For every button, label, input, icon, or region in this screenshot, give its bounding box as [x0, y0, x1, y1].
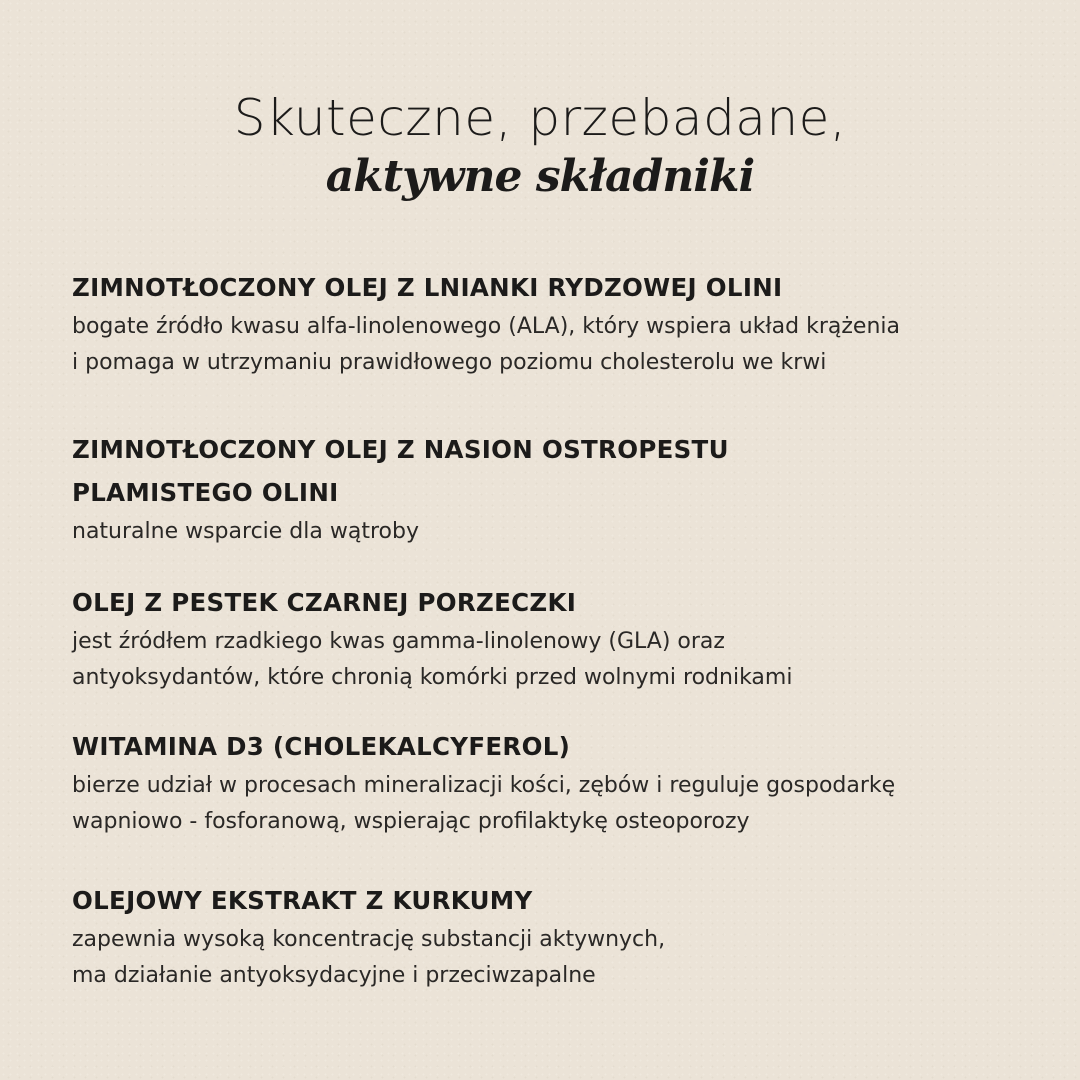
- ingredient-section-turmeric-extract: [72, 879, 1032, 994]
- ingredient-description: [72, 309, 1032, 381]
- title-line-italic: aktywne składniki: [325, 151, 755, 202]
- ingredient-heading-line: ZIMNOTŁOCZONY OLEJ Z LNIANKI RYDZOWEJ OLINI: [72, 273, 783, 302]
- ingredient-description-line: zapewnia wysoką koncentrację substancji aktywnych,: [72, 927, 666, 952]
- ingredient-heading-line: OLEJ Z PESTEK CZARNEJ PORZECZKI: [72, 588, 577, 617]
- ingredient-description-line: bierze udział w procesach mineralizacji kości, zębów i reguluje gospodarkę: [72, 773, 896, 798]
- ingredient-heading: [72, 266, 1032, 309]
- ingredient-section-camelina-oil: [72, 266, 1032, 381]
- ingredient-description: [72, 514, 1032, 550]
- page-title: [0, 88, 1080, 206]
- ingredient-section-vitamin-d3: [72, 725, 1032, 840]
- ingredient-heading: [72, 428, 1032, 514]
- ingredient-description: [72, 922, 1032, 994]
- ingredient-heading-line: ZIMNOTŁOCZONY OLEJ Z NASION OSTROPESTU: [72, 435, 729, 464]
- ingredient-heading-line: WITAMINA D3 (CHOLEKALCYFEROL): [72, 732, 571, 761]
- ingredient-description-line: jest źródłem rzadkiego kwas gamma-linolenowy (GLA) oraz: [72, 629, 725, 654]
- ingredient-heading-line: PLAMISTEGO OLINI: [72, 478, 339, 507]
- ingredient-description: [72, 768, 1032, 840]
- ingredient-description-line: naturalne wsparcie dla wątroby: [72, 519, 419, 544]
- ingredient-description-line: i pomaga w utrzymaniu prawidłowego poziomu cholesterolu we krwi: [72, 350, 827, 375]
- ingredient-description-line: wapniowo - fosforanową, wspierając profilaktykę osteoporozy: [72, 809, 750, 834]
- ingredient-heading-line: OLEJOWY EKSTRAKT Z KURKUMY: [72, 886, 533, 915]
- ingredient-description-line: bogate źródło kwasu alfa-linolenowego (ALA), który wspiera układ krążenia: [72, 314, 901, 339]
- ingredient-description-line: antyoksydantów, które chronią komórki przed wolnymi rodnikami: [72, 665, 793, 690]
- ingredient-heading: [72, 581, 1032, 624]
- ingredient-heading: [72, 879, 1032, 922]
- ingredient-section-milk-thistle-oil: [72, 428, 1032, 550]
- ingredient-heading: [72, 725, 1032, 768]
- title-line-regular: Skuteczne, przebadane,: [233, 89, 847, 147]
- ingredient-description: [72, 624, 1032, 696]
- ingredient-description-line: ma działanie antyoksydacyjne i przeciwzapalne: [72, 963, 596, 988]
- ingredient-section-blackcurrant-oil: [72, 581, 1032, 696]
